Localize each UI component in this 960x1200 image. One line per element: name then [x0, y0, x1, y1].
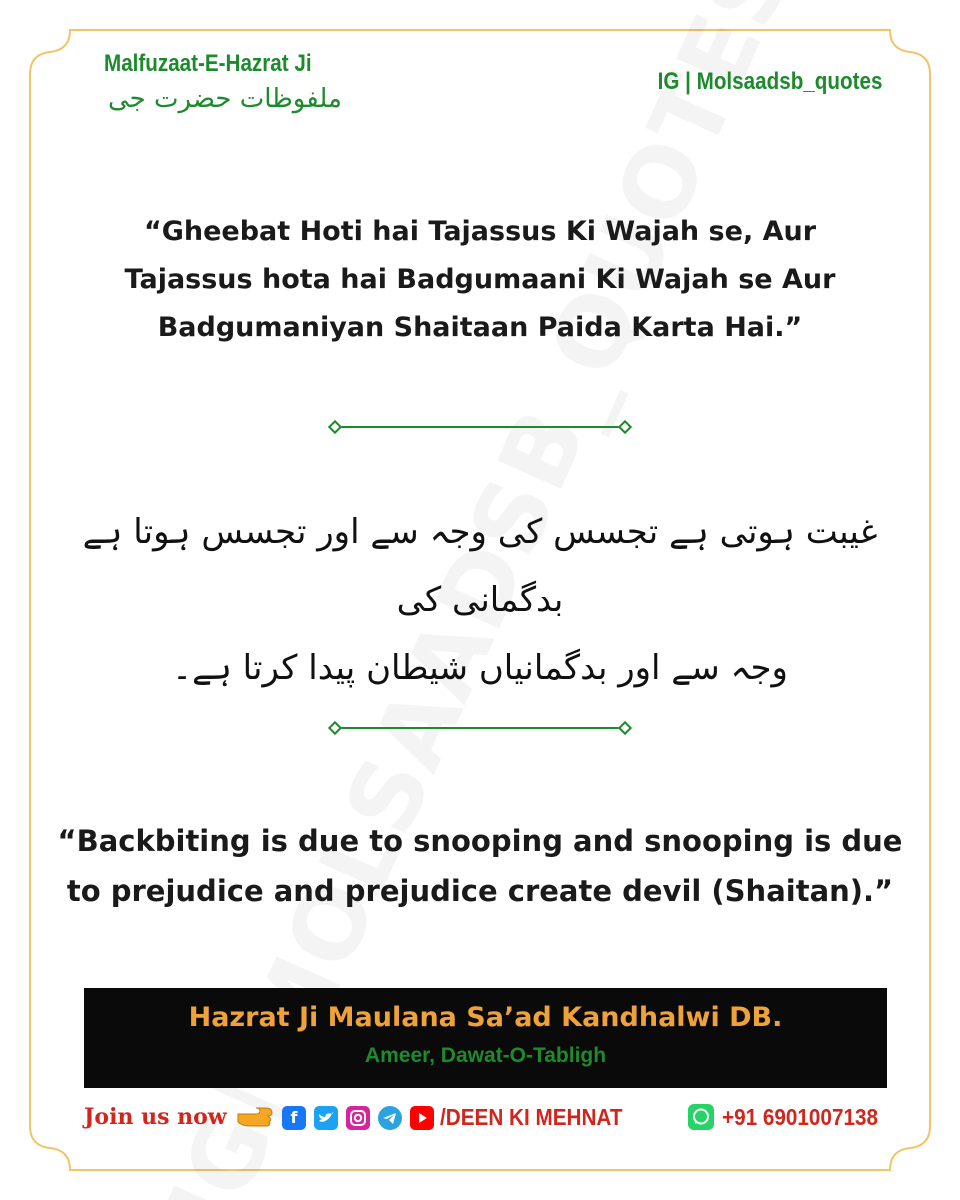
quote-roman-line: “Gheebat Hoti hai Tajassus Ki Wajah se, Aur: [143, 216, 817, 247]
author-banner: [84, 988, 887, 1088]
author-name: Hazrat Ji Maulana Sa’ad Kandhalwi DB.: [188, 1002, 783, 1033]
facebook-icon[interactable]: f: [282, 1106, 306, 1130]
whatsapp-icon[interactable]: [688, 1104, 714, 1130]
quote-urdu-line: وجہ سے اور بدگمانیاں شیطان پیدا کرتا ہے۔: [172, 648, 788, 688]
quote-urdu-line: غیبت ہوتی ہے تجسس کی وجہ سے اور تجسس ہوتا ہے بدگمانی کی: [82, 512, 878, 620]
quote-english-line: “Backbiting is due to snooping and snooping is due: [57, 824, 903, 858]
instagram-handle[interactable]: IG | Molsaadsb_quotes: [657, 68, 882, 95]
divider-diamond-icon: [618, 420, 632, 434]
divider-line: [336, 426, 624, 428]
whatsapp-number[interactable]: +91 6901007138: [722, 1104, 878, 1130]
divider-diamond-icon: [618, 721, 632, 735]
divider-diamond-icon: [328, 721, 342, 735]
author-title: Ameer, Dawat-O-Tabligh: [364, 1044, 607, 1067]
join-us-label: Join us now: [84, 1104, 227, 1130]
youtube-icon[interactable]: [410, 1106, 434, 1130]
quote-roman-urdu: [60, 208, 900, 352]
divider-bottom: [330, 722, 630, 734]
quote-roman-line: Tajassus hota hai Badgumaani Ki Wajah se Aur: [124, 264, 836, 295]
quote-urdu-script: [70, 498, 890, 702]
divider-top: [330, 421, 630, 433]
telegram-icon[interactable]: [378, 1106, 402, 1130]
footer-bar: [84, 1098, 884, 1138]
brand-title-english: Malfuzaat-E-Hazrat Ji: [104, 50, 312, 77]
divider-diamond-icon: [328, 420, 342, 434]
instagram-icon[interactable]: [346, 1106, 370, 1130]
quote-english-line: to prejudice and prejudice create devil (Shaitan).”: [66, 874, 894, 908]
hand-pointing-icon: [236, 1106, 274, 1130]
twitter-icon[interactable]: [314, 1106, 338, 1130]
brand-title-urdu: ملفوظات حضرت جی: [108, 84, 342, 114]
quote-english-translation: [50, 816, 910, 916]
divider-line: [336, 727, 624, 729]
quote-roman-line: Badgumaniyan Shaitaan Paida Karta Hai.”: [157, 312, 803, 343]
channel-name[interactable]: /DEEN KI MEHNAT: [440, 1104, 623, 1130]
